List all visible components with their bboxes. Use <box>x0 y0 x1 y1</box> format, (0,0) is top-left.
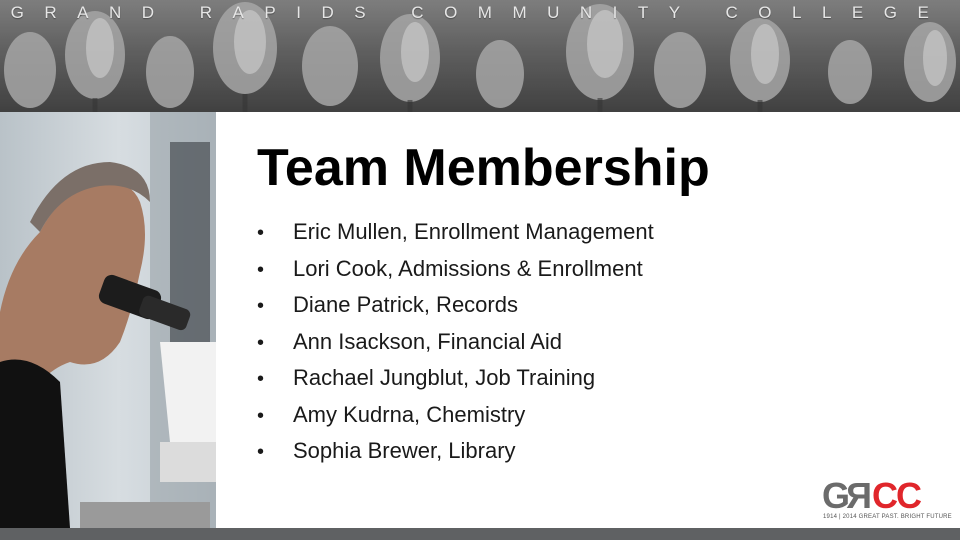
member-text: Rachael Jungblut, Job Training <box>293 365 596 390</box>
list-item <box>257 287 654 324</box>
logo-letter-r: R <box>848 475 873 516</box>
list-item <box>257 397 654 434</box>
slide-title: Team Membership <box>257 139 710 197</box>
bullet-icon: • <box>257 258 265 281</box>
bullet-icon: • <box>257 368 265 390</box>
member-text: Ann Isackson, Financial Aid <box>293 328 563 354</box>
bullet-icon: • <box>257 222 265 244</box>
grcc-logo <box>822 475 952 524</box>
bullet-icon: • <box>257 295 265 317</box>
college-name: GRAND RAPIDS COMMUNITY COLLEGE <box>10 3 950 22</box>
footer-bar <box>0 528 960 540</box>
member-text: Lori Cook, Admissions & Enrollment <box>293 255 643 281</box>
header-banner <box>0 0 960 112</box>
bullet-icon: • <box>257 441 265 463</box>
list-item <box>257 360 654 397</box>
logo-wordmark <box>822 475 921 516</box>
list-item <box>257 251 654 288</box>
member-text: Eric Mullen, Enrollment Management <box>293 219 654 244</box>
member-text: Diane Patrick, Records <box>293 292 518 317</box>
list-item <box>257 433 654 470</box>
scientist-photo <box>0 112 216 528</box>
logo-tagline: 1914 | 2014 GREAT PAST. BRIGHT FUTURE <box>823 514 952 520</box>
logo-letters-cc: CC <box>872 475 921 516</box>
list-item <box>257 214 654 251</box>
bullet-icon: • <box>257 331 265 354</box>
member-text: Sophia Brewer, Library <box>293 438 516 463</box>
member-text: Amy Kudrna, Chemistry <box>293 401 526 427</box>
logo-letter-g: G <box>822 475 849 516</box>
list-item <box>257 324 654 361</box>
bullet-icon: • <box>257 404 265 427</box>
team-member-list <box>257 214 654 470</box>
